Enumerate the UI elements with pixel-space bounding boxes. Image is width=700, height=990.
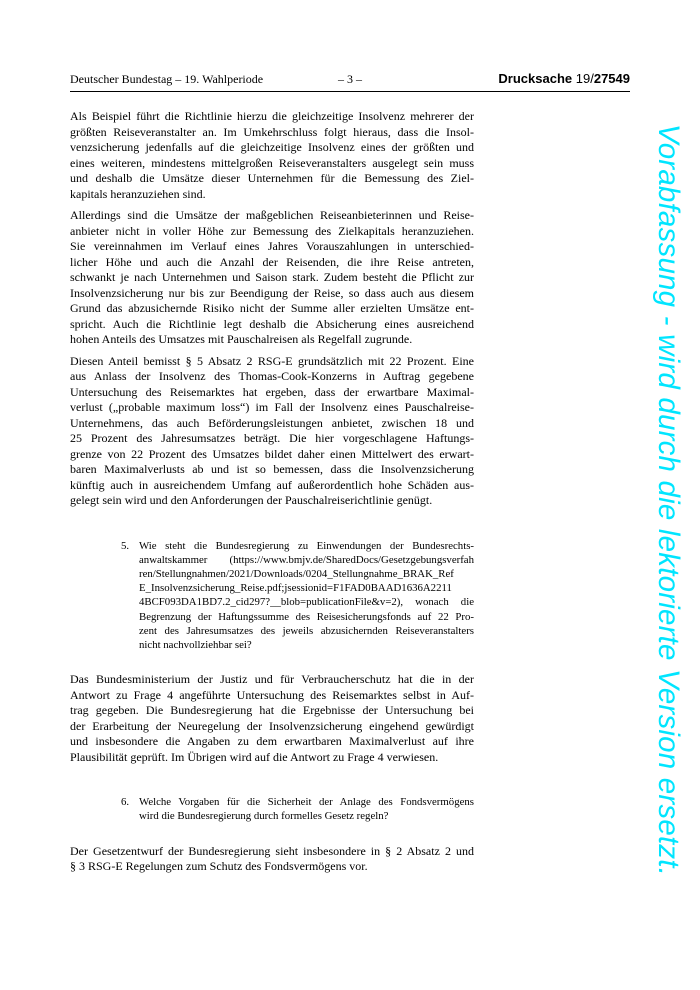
text-line: E_Insolvenzsicherung_Reise.pdf;jsessionid=F1FAD0BAAD1636A2211	[139, 582, 452, 595]
text-line: Unternehmens, das auch Beförderungsleistungen anbietet, zwischen 18 und	[70, 415, 474, 430]
text-line: aus Anlass der Insolvenz des Thomas-Cook-Konzerns in Auftrag gegebene	[70, 369, 474, 383]
question-6-number: 6.	[121, 796, 130, 809]
text-line: eines weiteren, mindestens mittelgroßen Reiseveranstalters ausgelegt sein muss	[70, 155, 474, 170]
text-line: Welche Vorgaben für die Sicherheit der Anlage des Fondsvermögens	[139, 796, 474, 809]
document-body	[70, 109, 474, 881]
parliament-period: Deutscher Bundestag – 19. Wahlperiode	[70, 72, 264, 86]
page-header	[70, 72, 630, 88]
paragraph-5	[70, 844, 474, 875]
question-5-number: 5.	[121, 539, 130, 552]
text-line: zent des Jahresumsatzes des jeweils abzusichernden Reiseveranstalters	[139, 624, 474, 637]
text-line: wird die Bundesregierung durch formelles Gesetz regeln?	[139, 810, 389, 823]
text-line: und insbesondere die Angaben zu dem erwartbaren Maximalverlust auf ihre	[70, 734, 474, 749]
document-number	[498, 71, 630, 86]
text-line: hohen Anteils des Umsatzes mit Pauschalreisen als Regelfall zugrunde.	[70, 332, 413, 346]
text-line: nicht nachvollziehbar sei?	[139, 638, 252, 651]
question-6	[121, 795, 474, 823]
text-line: Wie steht die Bundesregierung zu Einwendungen der Bundesrechts-	[139, 539, 474, 552]
text-line: künftig auch in ausreichendem Umfang auf außerordentlich hohe Schäden aus-	[70, 477, 474, 492]
paragraph-3	[70, 354, 474, 509]
paragraph-1	[70, 109, 474, 202]
doc-number: 27549	[593, 71, 630, 86]
text-line: 25 Prozent des Jahresumsatzes beträgt. Die hier vorgeschlagene Haftungs-	[70, 431, 474, 445]
text-line: venzsicherung jedenfalls auf die gleichzeitige Insolvenz eines der größten und	[70, 140, 474, 154]
text-line: Als Beispiel führt die Richtlinie hierzu die gleichzeitige Insolvenz mehrerer der	[70, 109, 474, 123]
text-line: Sie vereinnahmen im Verlauf eines Jahres Vorauszahlungen in unterschied-	[70, 239, 474, 253]
text-line: Plausibilität geprüft. Im Übrigen wird auf die Antwort zu Frage 4 verwiesen.	[70, 749, 439, 764]
text-line: Das Bundesministerium der Justiz und für Verbraucherschutz hat die in der	[70, 672, 474, 687]
text-line: Allerdings sind die Umsätze der maßgeblichen Reiseanbieterinnen und Reise-	[70, 208, 474, 222]
text-line: trag gegeben. Die Bundesregierung hat die Ergebnisse der Untersuchung bei	[70, 703, 474, 718]
text-line: 4BCF093DA1BD7.2_cid297?__blob=publicationFile&v=2), wonach die	[139, 596, 474, 609]
text-line: § 3 RSG-E Regelungen zum Schutz des Fondsvermögens vor.	[70, 859, 368, 874]
paragraph-4	[70, 672, 474, 765]
text-line: Insolvenzsicherung nur bis zur Beendigung der Reise, so dass auch aus diesem	[70, 285, 474, 300]
text-line: größten Reiseveranstalter an. Im Umkehrschluss folgt hieraus, dass die Insol-	[70, 124, 474, 139]
draft-watermark: Vorabfassung - wird durch die lektorierte Version ersetzt.	[652, 123, 685, 877]
text-line: spricht. Auch die Richtlinie legt deshalb die Absicherung eines ausreichend	[70, 316, 474, 331]
text-line: der Erarbeitung der Neuregelung der Insolvenzsicherung eingehend gewürdigt	[70, 718, 474, 733]
question-5	[121, 539, 474, 653]
text-line: anwaltskammer (https://www.bmjv.de/SharedDocs/Gesetzgebungsverfah	[139, 553, 474, 566]
text-line: licher Höhe und auch die Anzahl der Reisenden, die ihre Reise antreten,	[70, 254, 474, 269]
text-line: Der Gesetzentwurf der Bundesregierung sieht insbesondere in § 2 Absatz 2 und	[70, 843, 474, 858]
text-line: Grund das abzusichernde Risiko nicht der Summe aller erzielten Umsätze ent-	[70, 301, 474, 315]
text-line: Diesen Anteil bemisst § 5 Absatz 2 RSG-E grundsätzlich mit 22 Prozent. Eine	[70, 353, 474, 368]
paragraph-2	[70, 208, 474, 348]
text-line: kapitals heranzuziehen sind.	[70, 186, 206, 201]
doc-label: Drucksache	[498, 71, 573, 86]
text-line: Untersuchung des Reisemarktes hat ergeben, dass der erwartbare Maximal-	[70, 384, 474, 399]
text-line: Begrenzung der Haftungssumme des Reisesicherungsfonds auf 22 Pro-	[139, 610, 474, 623]
text-line: Antwort zu Frage 4 angeführte Untersuchung des Reisemarktes selbst in Auf-	[70, 687, 474, 702]
text-line: gelegt sein wird und den Anforderungen der Pauschalreiserichtlinie genügt.	[70, 493, 433, 507]
text-line: grenze von 22 Prozent des Umsatzes bildet daher einen Mittelwert des erwart-	[70, 446, 474, 461]
text-line: baren Maximalverlusts ab und ist so bemessen, dass die Insolvenzsicherung	[70, 462, 474, 476]
text-line: ren/Stellungnahmen/2021/Downloads/0204_Stellungnahme_BRAK_Ref	[139, 567, 454, 580]
header-rule	[70, 91, 630, 92]
page-number: – 3 –	[338, 72, 362, 86]
text-line: schwankt je nach Unternehmen und Saison stark. Zudem besteht die Pflicht zur	[70, 270, 474, 284]
text-line: anbieter nicht in voller Höhe zur Bemessung des Zielkapitals heranzuziehen.	[70, 223, 474, 238]
text-line: und deshalb die Umsätze dieser Unternehmen für die Bemessung des Ziel-	[70, 171, 474, 185]
question-6-text	[139, 795, 474, 823]
doc-number-prefix: 19/	[575, 71, 594, 86]
question-5-text	[139, 539, 474, 653]
text-line: verlust („probable maximum loss“) im Fall der Insolvenz eines Pauschalreise-	[70, 400, 474, 414]
